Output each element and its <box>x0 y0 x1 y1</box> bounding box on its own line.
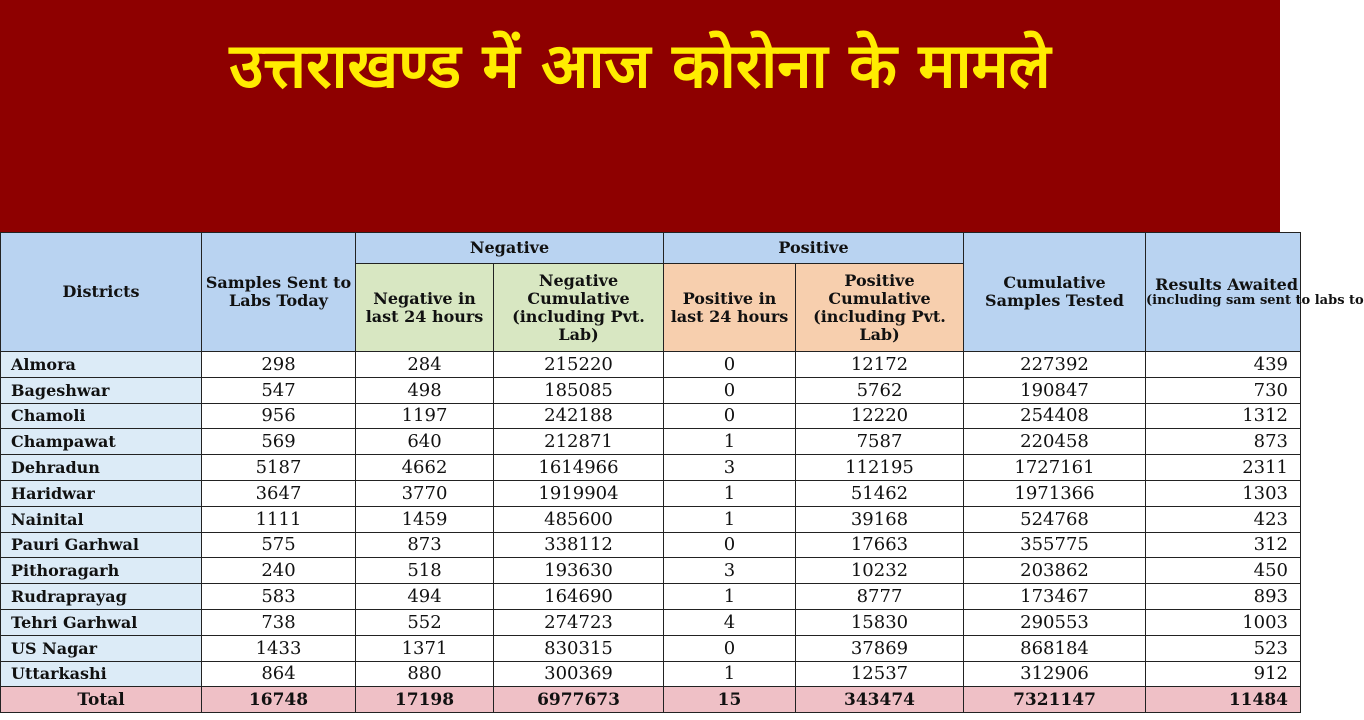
district-name: Rudraprayag <box>1 584 202 610</box>
table-cell: 1 <box>664 584 796 610</box>
table-row <box>1 377 1301 403</box>
table-cell: 880 <box>356 661 494 687</box>
table-cell: 173467 <box>964 584 1146 610</box>
table-cell: 112195 <box>796 455 964 481</box>
table-cell: 3 <box>664 558 796 584</box>
table-cell: 290553 <box>964 609 1146 635</box>
table-row <box>1 480 1301 506</box>
table-cell: 523 <box>1146 635 1301 661</box>
header-positive-cumulative: Positive Cumulative (including Pvt. Lab) <box>796 264 964 352</box>
table-cell: 220458 <box>964 429 1146 455</box>
table-row <box>1 506 1301 532</box>
table-cell: 450 <box>1146 558 1301 584</box>
title-banner <box>0 0 1280 232</box>
table-body <box>1 352 1301 713</box>
table-cell: 51462 <box>796 480 964 506</box>
table-cell: 193630 <box>494 558 664 584</box>
district-name: Dehradun <box>1 455 202 481</box>
total-cell: 15 <box>664 687 796 713</box>
table-cell: 312906 <box>964 661 1146 687</box>
table-row <box>1 455 1301 481</box>
header-samples: Samples Sent to Labs Today <box>202 233 356 352</box>
table-cell: 1303 <box>1146 480 1301 506</box>
table-cell: 3647 <box>202 480 356 506</box>
header-positive-24h: Positive in last 24 hours <box>664 264 796 352</box>
table-cell: 0 <box>664 532 796 558</box>
table-cell: 1111 <box>202 506 356 532</box>
table-cell: 203862 <box>964 558 1146 584</box>
district-name: Chamoli <box>1 403 202 429</box>
table-cell: 1 <box>664 480 796 506</box>
total-row <box>1 687 1301 713</box>
district-name: Haridwar <box>1 480 202 506</box>
table-cell: 37869 <box>796 635 964 661</box>
table-cell: 12537 <box>796 661 964 687</box>
total-cell: 11484 <box>1146 687 1301 713</box>
table-cell: 494 <box>356 584 494 610</box>
total-cell: 343474 <box>796 687 964 713</box>
district-name: Almora <box>1 352 202 378</box>
table-cell: 284 <box>356 352 494 378</box>
header-results-label: Results Awaited <box>1155 275 1298 294</box>
table-cell: 5187 <box>202 455 356 481</box>
total-cell: 6977673 <box>494 687 664 713</box>
table-cell: 10232 <box>796 558 964 584</box>
table-cell: 864 <box>202 661 356 687</box>
table-cell: 1312 <box>1146 403 1301 429</box>
table-cell: 15830 <box>796 609 964 635</box>
table-cell: 185085 <box>494 377 664 403</box>
table-cell: 240 <box>202 558 356 584</box>
table-cell: 1727161 <box>964 455 1146 481</box>
table-cell: 300369 <box>494 661 664 687</box>
table-cell: 338112 <box>494 532 664 558</box>
table-cell: 552 <box>356 609 494 635</box>
district-name: Tehri Garhwal <box>1 609 202 635</box>
table-cell: 2311 <box>1146 455 1301 481</box>
table-cell: 355775 <box>964 532 1146 558</box>
table-cell: 0 <box>664 377 796 403</box>
table-cell: 4 <box>664 609 796 635</box>
table-cell: 730 <box>1146 377 1301 403</box>
table-cell: 1371 <box>356 635 494 661</box>
table-cell: 583 <box>202 584 356 610</box>
table-cell: 190847 <box>964 377 1146 403</box>
table-row <box>1 609 1301 635</box>
total-label: Total <box>1 687 202 713</box>
table-cell: 12220 <box>796 403 964 429</box>
table-row <box>1 558 1301 584</box>
header-negative-24h: Negative in last 24 hours <box>356 264 494 352</box>
district-name: Pithoragarh <box>1 558 202 584</box>
table-cell: 3770 <box>356 480 494 506</box>
district-name: Bageshwar <box>1 377 202 403</box>
district-name: Nainital <box>1 506 202 532</box>
table-cell: 873 <box>356 532 494 558</box>
header-positive-group: Positive <box>664 233 964 264</box>
table-cell: 569 <box>202 429 356 455</box>
table-cell: 1197 <box>356 403 494 429</box>
table-cell: 868184 <box>964 635 1146 661</box>
table-row <box>1 532 1301 558</box>
table-cell: 17663 <box>796 532 964 558</box>
table-cell: 312 <box>1146 532 1301 558</box>
table-cell: 575 <box>202 532 356 558</box>
table-cell: 1433 <box>202 635 356 661</box>
table-cell: 547 <box>202 377 356 403</box>
table-cell: 3 <box>664 455 796 481</box>
table-row <box>1 429 1301 455</box>
header-districts: Districts <box>1 233 202 352</box>
table-cell: 873 <box>1146 429 1301 455</box>
table-cell: 0 <box>664 403 796 429</box>
table-cell: 7587 <box>796 429 964 455</box>
table-cell: 1 <box>664 506 796 532</box>
total-cell: 17198 <box>356 687 494 713</box>
district-name: Pauri Garhwal <box>1 532 202 558</box>
table-cell: 518 <box>356 558 494 584</box>
table-cell: 1971366 <box>964 480 1146 506</box>
table-cell: 738 <box>202 609 356 635</box>
table-cell: 215220 <box>494 352 664 378</box>
table-cell: 439 <box>1146 352 1301 378</box>
table-cell: 956 <box>202 403 356 429</box>
table-cell: 4662 <box>356 455 494 481</box>
header-results-note: (including sam sent to labs to <box>1146 293 1364 308</box>
table-cell: 12172 <box>796 352 964 378</box>
total-cell: 7321147 <box>964 687 1146 713</box>
table-row <box>1 635 1301 661</box>
table-cell: 212871 <box>494 429 664 455</box>
table-cell: 1919904 <box>494 480 664 506</box>
header-cumulative: Cumulative Samples Tested <box>964 233 1146 352</box>
district-name: Uttarkashi <box>1 661 202 687</box>
covid-data-table <box>0 232 1364 713</box>
table-cell: 640 <box>356 429 494 455</box>
table-cell: 227392 <box>964 352 1146 378</box>
table-cell: 254408 <box>964 403 1146 429</box>
table-cell: 1459 <box>356 506 494 532</box>
table-row <box>1 352 1301 378</box>
table-cell: 423 <box>1146 506 1301 532</box>
district-name: Champawat <box>1 429 202 455</box>
table-cell: 5762 <box>796 377 964 403</box>
table-cell: 485600 <box>494 506 664 532</box>
table-row <box>1 661 1301 687</box>
header-negative-cumulative: Negative Cumulative (including Pvt. Lab) <box>494 264 664 352</box>
table-cell: 242188 <box>494 403 664 429</box>
table-cell: 1614966 <box>494 455 664 481</box>
table-cell: 8777 <box>796 584 964 610</box>
table-cell: 1003 <box>1146 609 1301 635</box>
table-cell: 498 <box>356 377 494 403</box>
table-cell: 912 <box>1146 661 1301 687</box>
header-negative-group: Negative <box>356 233 664 264</box>
header-results-awaited <box>1146 233 1364 352</box>
table-row <box>1 584 1301 610</box>
table-cell: 0 <box>664 352 796 378</box>
table-cell: 1 <box>664 661 796 687</box>
table-row <box>1 403 1301 429</box>
page-title: उत्तराखण्ड में आज कोरोना के मामले <box>229 29 1051 102</box>
table-cell: 830315 <box>494 635 664 661</box>
district-name: US Nagar <box>1 635 202 661</box>
table-cell: 1 <box>664 429 796 455</box>
table-cell: 164690 <box>494 584 664 610</box>
total-cell: 16748 <box>202 687 356 713</box>
table-cell: 39168 <box>796 506 964 532</box>
table-cell: 524768 <box>964 506 1146 532</box>
table-cell: 0 <box>664 635 796 661</box>
table-cell: 298 <box>202 352 356 378</box>
table-cell: 893 <box>1146 584 1301 610</box>
covid-table-container <box>0 232 1364 720</box>
table-cell: 274723 <box>494 609 664 635</box>
